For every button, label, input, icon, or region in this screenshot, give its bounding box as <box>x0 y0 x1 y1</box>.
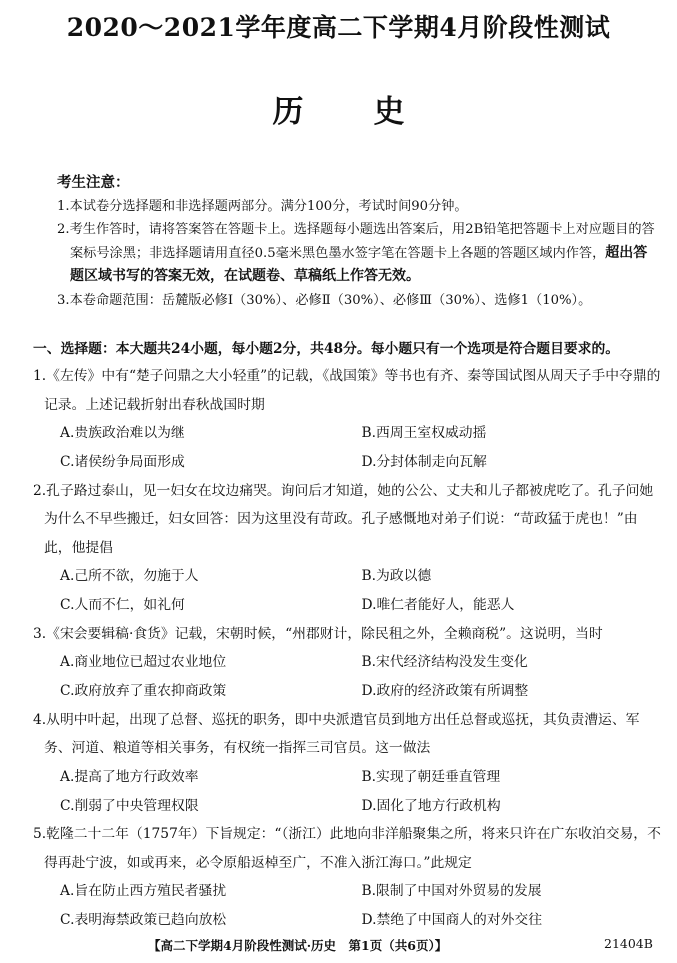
option-row <box>33 591 663 620</box>
option-b: B.限制了中国对外贸易的发展 <box>361 883 542 900</box>
option-d: D.政府的经济政策有所调整 <box>361 682 529 699</box>
option-c: C.政府放弃了重农抑商政策 <box>60 682 227 699</box>
option-d: D.固化了地方行政机构 <box>361 797 501 814</box>
question-5 <box>33 820 663 935</box>
page-footer <box>0 936 677 956</box>
question-stem: 2.孔子路过泰山，见一妇女在坟边痛哭。询问后才知道，她的公公、丈夫和儿子都被虎吃了。孔子问她为什么不早些搬迁，妇女回答：因为这里没有苛政。孔子感慨地对弟子们说：“苛政猛于虎也！”由此，他提倡 <box>33 482 654 556</box>
option-a: A.贵族政治难以为继 <box>60 425 185 441</box>
option-row <box>33 448 663 477</box>
option-row <box>33 648 663 677</box>
question-3 <box>33 620 663 706</box>
option-row <box>33 419 663 448</box>
question-list <box>33 362 663 935</box>
option-row <box>33 677 663 706</box>
question-stem: 1.《左传》中有“楚子问鼎之大小轻重”的记载，《战国策》等书也有齐、秦等国试图从周天子手中夺鼎的记录。上述记载折射出春秋战国时期 <box>33 368 661 413</box>
option-b: B.西周王室权威动摇 <box>361 425 487 441</box>
notice-item-3: 3.本卷命题范围：岳麓版必修Ⅰ（30%）、必修Ⅱ（30%）、必修Ⅲ（30%）、选修1（10%）。 <box>57 292 592 308</box>
notice-item-2-text: 2.考生作答时，请将答案答在答题卡上。选择题每小题选出答案后，用2B铅笔把答题卡上对应题目的答案标号涂黑；非选择题请用直径0.5毫米黑色墨水签字笔在答题卡上各题的答题区域内作答， <box>57 222 655 261</box>
notice-block <box>33 171 658 312</box>
option-row <box>33 906 663 935</box>
option-d: D.唯仁者能好人，能恶人 <box>361 596 515 613</box>
option-row <box>33 763 663 792</box>
footer-label: 【高二下学期4月阶段性测试·历史 第1页（共6页）】 <box>148 938 448 953</box>
notice-item-1: 1.本试卷分选择题和非选择题两部分。满分100分，考试时间90分钟。 <box>57 198 468 214</box>
option-b: B.宋代经济结构没发生变化 <box>361 654 528 671</box>
subject-title: 历史 <box>272 94 475 130</box>
option-a: A.商业地位已超过农业地位 <box>60 654 227 671</box>
option-row <box>33 792 663 821</box>
option-c: C.诸侯纷争局面形成 <box>60 453 185 470</box>
option-c: C.表明海禁政策已趋向放松 <box>60 912 227 929</box>
notice-item-2-emphasis: 超出答题区域书写的答案无效，在试题卷、草稿纸上作答无效。 <box>70 244 648 284</box>
option-a: A.旨在防止西方殖民者骚扰 <box>60 883 227 900</box>
option-c: C.人而不仁，如礼何 <box>60 596 185 613</box>
question-stem: 3.《宋会要辑稿·食货》记载，宋朝时候，“州郡财计，除民租之外，全赖商税”。这说明，当时 <box>33 625 603 642</box>
question-2 <box>33 477 663 620</box>
question-4 <box>33 706 663 821</box>
option-c: C.削弱了中央管理权限 <box>60 797 199 814</box>
option-a: A.己所不欲，勿施于人 <box>60 568 199 585</box>
option-d: D.分封体制走向瓦解 <box>361 453 487 470</box>
paper-code: 21404B <box>604 936 653 951</box>
option-b: B.为政以德 <box>361 568 432 585</box>
exam-title: 2020～2021学年度高二下学期4月阶段性测试 <box>66 13 611 42</box>
option-d: D.禁绝了中国商人的对外交往 <box>361 912 543 929</box>
option-b: B.实现了朝廷垂直管理 <box>361 768 501 785</box>
notice-heading: 考生注意： <box>57 174 130 191</box>
option-a: A.提高了地方行政效率 <box>60 768 199 785</box>
question-stem: 5.乾隆二十二年（1757年）下旨规定：“（浙江）此地向非洋船聚集之所，将来只许在广东收泊交易，不得再赴宁波，如或再来，必令原船返棹至广，不准入浙江海口。”此规定 <box>33 826 661 871</box>
option-row <box>33 562 663 591</box>
question-stem: 4.从明中叶起，出现了总督、巡抚的职务，即中央派遣官员到地方出任总督或巡抚，其负责漕运、军务、河道、粮道等相关事务，有权统一指挥三司官员。这一做法 <box>33 711 640 757</box>
notice-item-2 <box>33 218 658 289</box>
option-row <box>33 877 663 906</box>
question-1 <box>33 362 663 477</box>
section-heading: 一、选择题：本大题共24小题，每小题2分，共48分。每小题只有一个选项是符合题目要求的。 <box>33 341 620 357</box>
